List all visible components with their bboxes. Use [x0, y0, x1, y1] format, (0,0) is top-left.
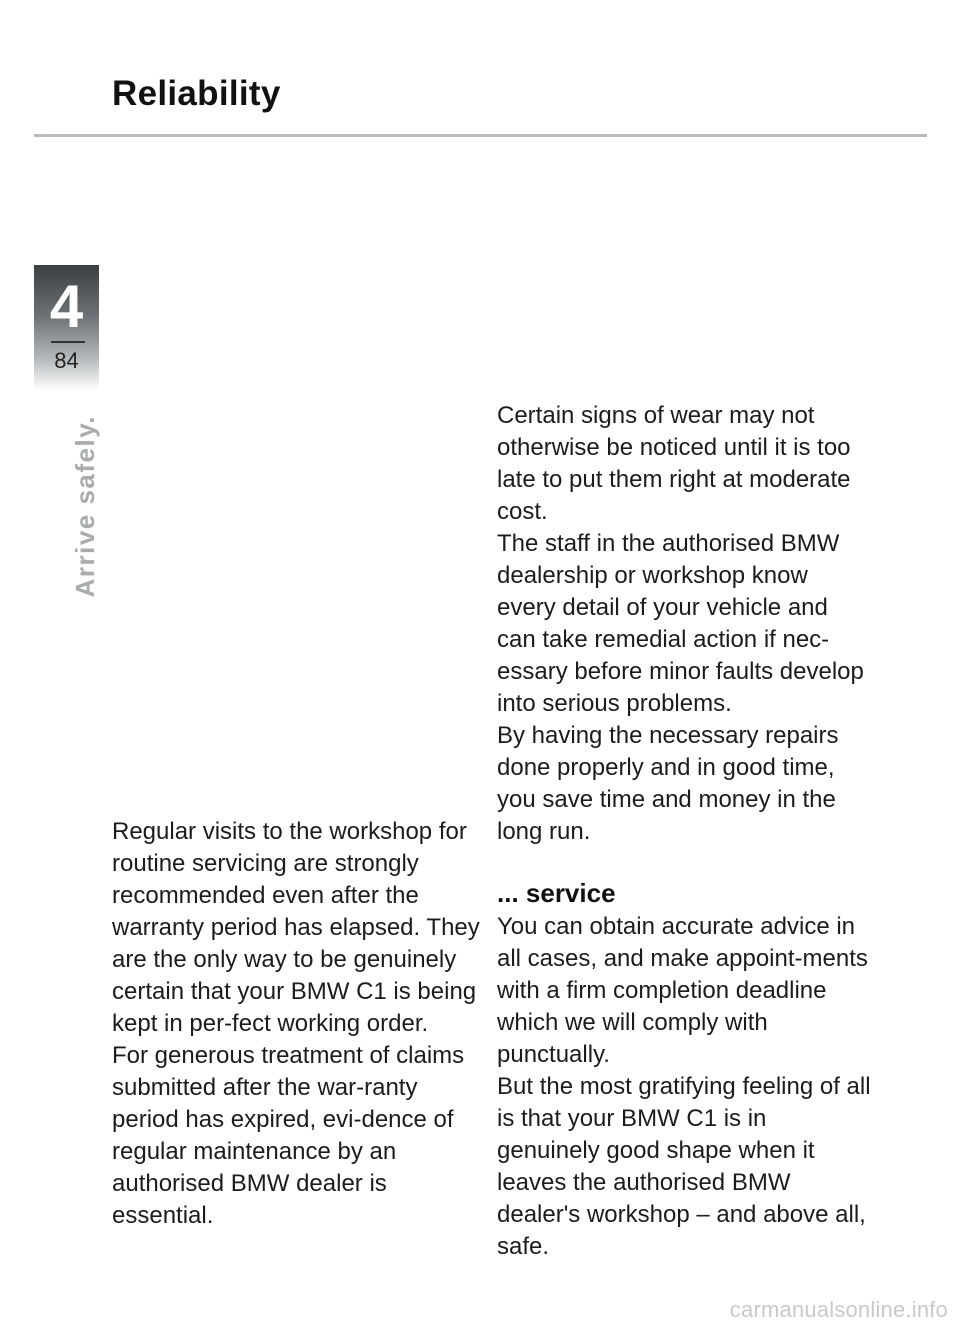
chapter-tab: [34, 265, 99, 390]
paragraph: You can obtain accurate advice in all cases, and make appoint-ments with a firm completion deadline which we will comply with punctually.: [497, 913, 868, 1068]
watermark: carmanualsonline.info: [729, 1297, 948, 1322]
paragraph: By having the necessary repairs done properly and in good time, you save time and money in the long run.: [497, 722, 839, 845]
paragraph: For generous treatment of claims submitted after the war-ranty period has expired, evi-dence of regular maintenance by an authorised BMW dealer is essential.: [112, 1042, 465, 1229]
chapter-number: 4: [49, 273, 84, 340]
page-number: 84: [54, 348, 79, 373]
right-column-bottom: [497, 911, 872, 1263]
side-slogan: Arrive safely.: [70, 415, 100, 598]
paragraph: Regular visits to the workshop for routine servicing are strongly recommended even after the warranty period has elapsed. They are the only way to be genuinely certain that your BMW C1 is being kept in per-fect working order.: [112, 818, 480, 1037]
page-title: Reliability: [112, 74, 281, 113]
paragraph: But the most gratifying feeling of all is that your BMW C1 is in genuinely good shape when it leaves the authorised BMW dealer's workshop – and above all, safe.: [497, 1073, 871, 1260]
right-column-top: [497, 400, 872, 848]
paragraph: The staff in the authorised BMW dealership or workshop know every detail of your vehicle and can take remedial action if nec-essary before minor faults develop into serious problems.: [497, 530, 864, 717]
paragraph: Certain signs of wear may not otherwise be noticed until it is too late to put them right at moderate cost.: [497, 402, 851, 525]
chapter-divider: [51, 341, 85, 343]
title-divider: [34, 134, 927, 137]
left-column: [112, 816, 482, 1232]
section-heading: ... service: [497, 878, 616, 908]
